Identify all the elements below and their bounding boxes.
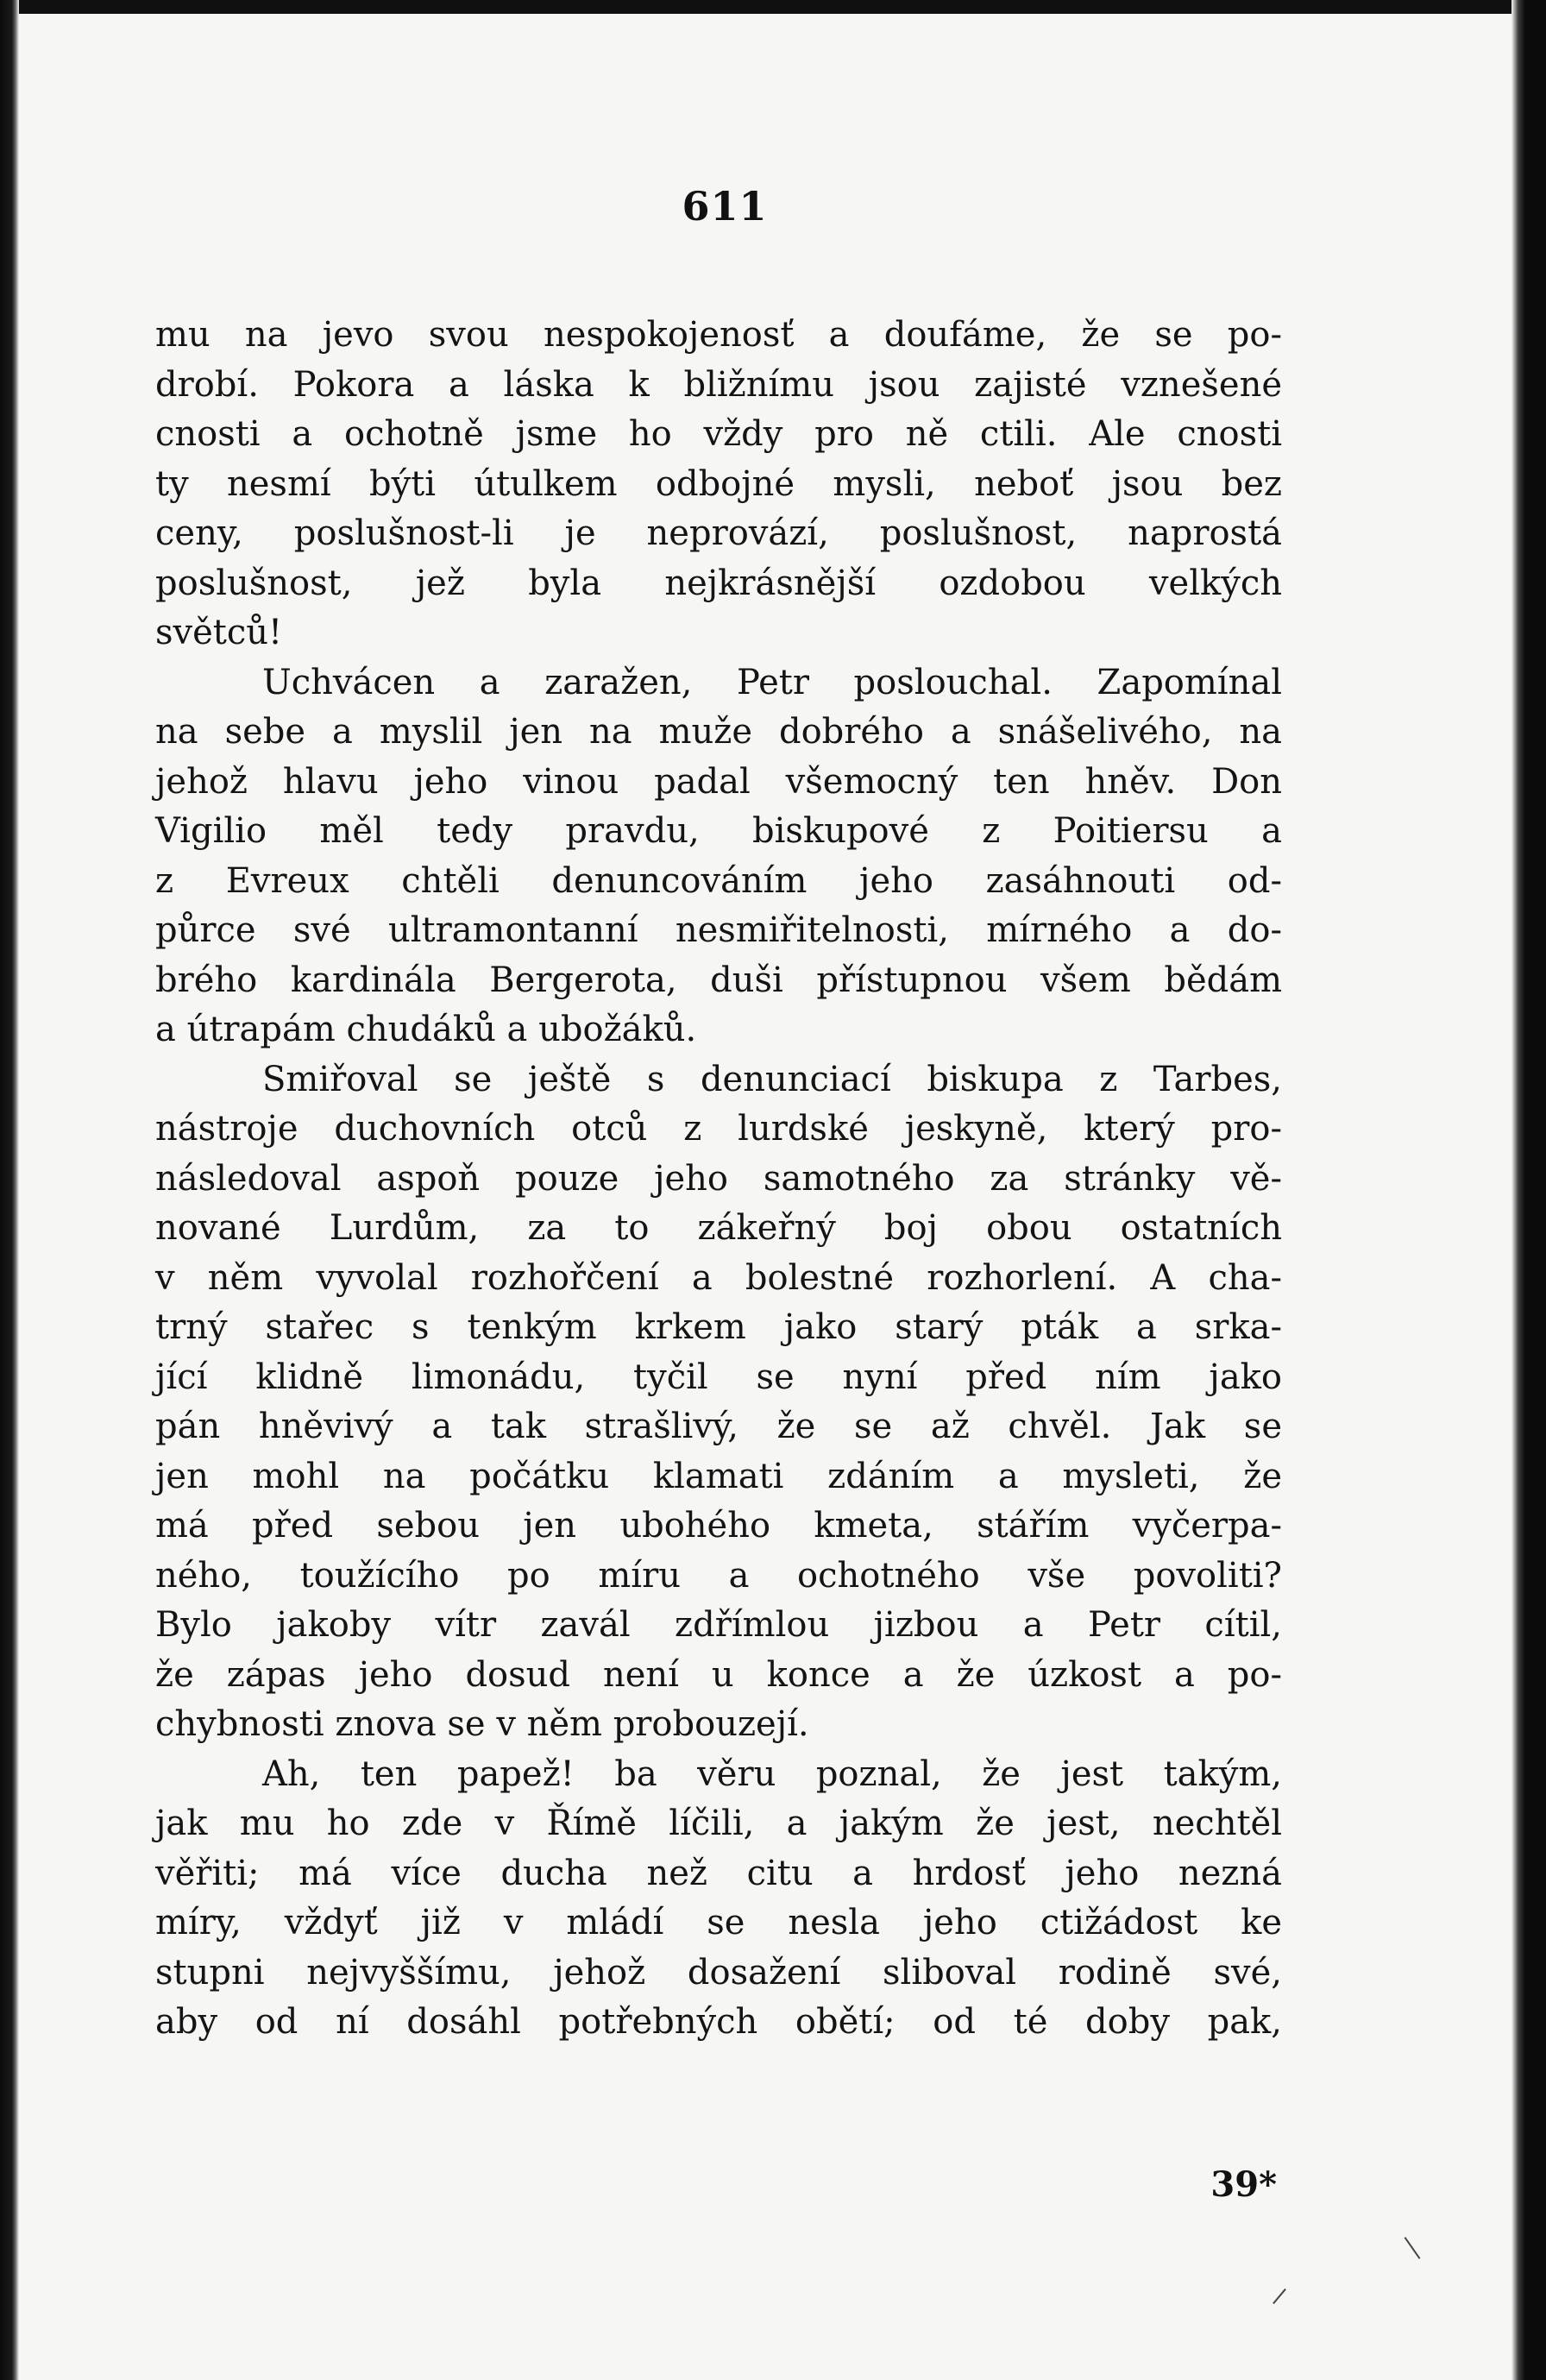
text-line-26: ného, toužícího po míru a ochotného vše povoliti? — [155, 1555, 1282, 1596]
text-line-5: ceny, poslušnost-li je neprovází, poslušnost, naprostá — [155, 513, 1282, 553]
text-line-18: následoval aspoň pouze jeho samotného za stránky vě- — [155, 1158, 1282, 1199]
text-line-1: mu na jevo svou nespokojenosť a doufáme, že se po- — [155, 315, 1282, 355]
text-line-11: Vigilio měl tedy pravdu, biskupové z Poitiersu a — [155, 811, 1282, 851]
text-line-27: Bylo jakoby vítr zavál zdřímlou jizbou a Petr cítil, — [155, 1605, 1282, 1645]
text-line-30: Ah, ten papež! ba věru poznal, že jest takým, — [262, 1754, 1282, 1794]
text-line-9: na sebe a myslil jen na muže dobrého a snášelivého, na — [155, 712, 1282, 752]
text-line-28: že zápas jeho dosud není u konce a že úzkost a po- — [155, 1654, 1282, 1695]
text-line-10: jehož hlavu jeho vinou padal všemocný ten hněv. Don — [155, 761, 1282, 802]
scan-border-left — [0, 0, 19, 2380]
text-line-25: má před sebou jen ubohého kmeta, stářím vyčerpa- — [155, 1506, 1282, 1546]
text-line-3: cnosti a ochotně jsme ho vždy pro ně ctili. Ale cnosti — [155, 414, 1282, 454]
scan-speck-1 — [1405, 2237, 1421, 2259]
text-line-34: stupni nejvyššímu, jehož dosažení sliboval rodině své, — [155, 1952, 1282, 1993]
text-line-8: Uchvácen a zaražen, Petr poslouchal. Zapomínal — [262, 662, 1282, 702]
text-line-7: světců! — [155, 613, 283, 652]
text-line-20: v něm vyvolal rozhořčení a bolestné rozhorlení. A cha- — [155, 1257, 1282, 1298]
text-line-15: a útrapám chudáků a ubožáků. — [155, 1010, 697, 1049]
text-line-14: brého kardinála Bergerota, duši přístupnou všem bědám — [155, 960, 1282, 1000]
text-line-29: chybnosti znova se v něm probouzejí. — [155, 1704, 809, 1744]
text-line-33: míry, vždyť již v mládí se nesla jeho ctižádost ke — [155, 1903, 1282, 1942]
text-line-13: půrce své ultramontanní nesmiřitelnosti, mírného a do- — [155, 910, 1282, 950]
text-line-22: jící klidně limonádu, tyčil se nyní před ním jako — [155, 1357, 1282, 1397]
text-line-19: nované Lurdům, za to zákeřný boj obou ostatních — [155, 1208, 1282, 1248]
text-line-6: poslušnost, jež byla nejkrásnější ozdobou velkých — [155, 563, 1282, 603]
text-line-31: jak mu ho zde v Římě líčili, a jakým že jest, nechtěl — [155, 1804, 1282, 1843]
scan-border-top — [0, 0, 1546, 14]
text-line-2: drobí. Pokora a láska k bližnímu jsou zajisté vznešené — [155, 364, 1282, 405]
signature-mark: 39* — [1210, 2164, 1277, 2205]
text-line-35: aby od ní dosáhl potřebných obětí; od té doby pak, — [155, 2002, 1282, 2042]
text-line-4: ty nesmí býti útulkem odbojné mysli, neboť jsou bez — [155, 463, 1282, 504]
text-line-16: Smiřoval se ještě s denunciací biskupa z Tarbes, — [262, 1059, 1282, 1099]
body-text — [155, 311, 1282, 2048]
page-number: 611 — [682, 183, 768, 230]
text-line-32: věřiti; má více ducha než citu a hrdosť jeho nezná — [155, 1853, 1282, 1893]
scan-speck-2 — [1273, 2289, 1286, 2304]
text-line-17: nástroje duchovních otců z lurdské jeskyně, který pro- — [155, 1109, 1282, 1149]
text-line-24: jen mohl na počátku klamati zdáním a mysleti, že — [155, 1456, 1282, 1496]
text-line-12: z Evreux chtěli denuncováním jeho zasáhnouti od- — [155, 860, 1282, 901]
text-line-21: trný stařec s tenkým krkem jako starý pták a srka- — [155, 1307, 1282, 1347]
text-line-23: pán hněvivý a tak strašlivý, že se až chvěl. Jak se — [155, 1407, 1282, 1446]
scan-border-right — [1511, 0, 1546, 2380]
